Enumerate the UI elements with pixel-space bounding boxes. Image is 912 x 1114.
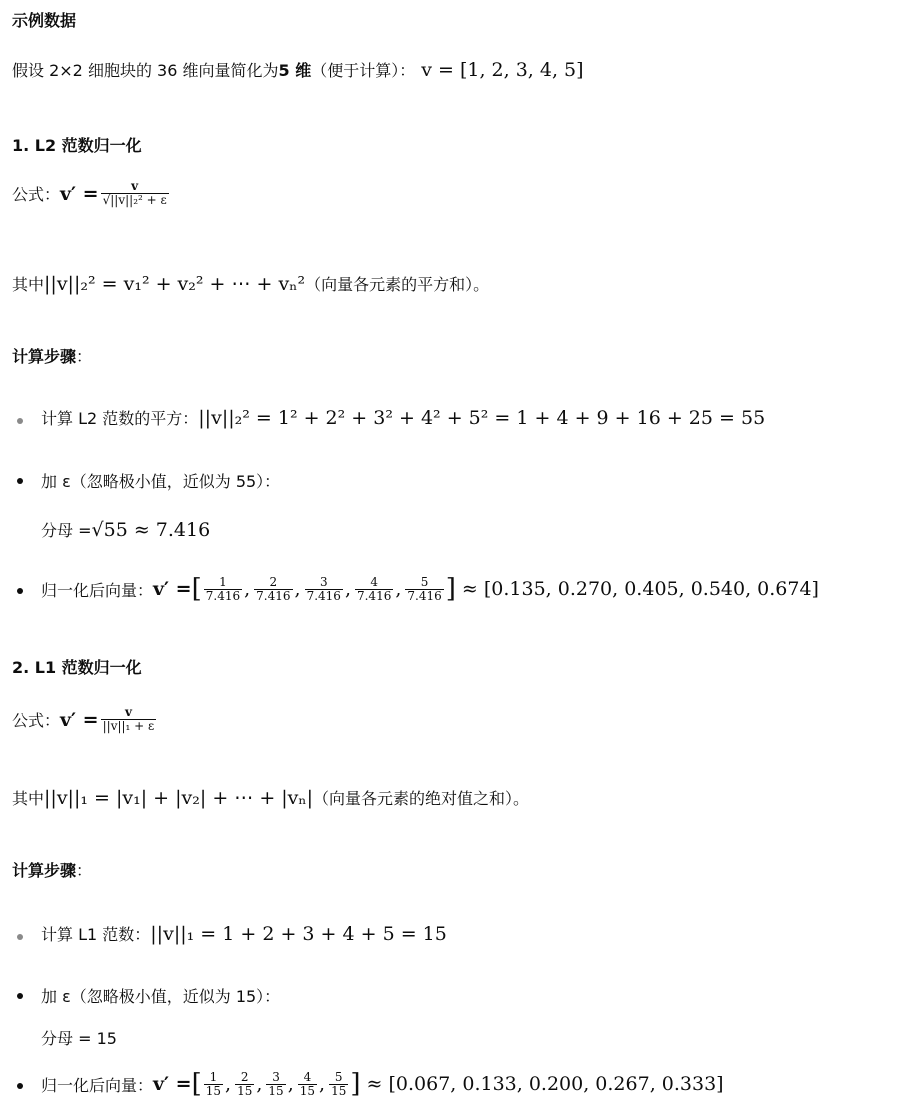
l1-where xyxy=(12,786,529,809)
l1-heading: 2. L1 范数归一化 xyxy=(12,658,142,677)
l1-step3-text: 归一化后向量： xyxy=(41,1075,154,1095)
l2-step3-fraction-num: 5 xyxy=(420,574,429,589)
l1-step2-text: 加 ε（忽略极小值，近似为 15）： xyxy=(41,987,281,1006)
l2-formula-num: v xyxy=(131,179,139,193)
l2-formula-label: 公式： xyxy=(12,185,61,204)
l2-formula-den: √||v||₂² + ε xyxy=(102,193,167,207)
l1-step3-bullet xyxy=(17,1083,23,1089)
l2-step3-fraction-num: 2 xyxy=(269,574,278,589)
l2-step3-text: 归一化后向量： xyxy=(41,580,154,600)
l2-step3-result: ≈ [0.135, 0.270, 0.405, 0.540, 0.674] xyxy=(461,578,819,600)
l1-step3-fraction-num: 2 xyxy=(240,1069,249,1084)
l1-step3-fraction-den: 15 xyxy=(299,1083,316,1098)
l1-step3-fraction-separator: , xyxy=(256,1073,263,1095)
l1-step2-bullet xyxy=(17,993,23,999)
l1-step3-fraction-separator: , xyxy=(319,1073,326,1095)
l2-step3-fraction-separator: , xyxy=(395,578,402,600)
l2-steps-label xyxy=(12,344,92,367)
l1-step3-fraction-separator: , xyxy=(287,1073,294,1095)
l1-step1-math: ||v||₁ = 1 + 2 + 3 + 4 + 5 = 15 xyxy=(150,922,447,945)
l2-where-math: ||v||₂² = v₁² + v₂² + ⋯ + vₙ² xyxy=(44,272,306,295)
l2-step3-fraction xyxy=(254,576,292,603)
l2-step2-bullet xyxy=(17,478,23,484)
section-title: 示例数据 xyxy=(12,11,77,30)
l1-step3-fraction-den: 15 xyxy=(268,1083,284,1098)
l2-step3-fraction-separator: , xyxy=(344,578,351,600)
l2-step1 xyxy=(41,406,765,429)
l2-step2-sub-math: √55 ≈ 7.416 xyxy=(91,518,211,541)
l1-steps-label xyxy=(12,858,92,881)
l1-formula-num: v xyxy=(124,705,132,719)
l2-step3-fraction-num: 1 xyxy=(219,574,227,589)
l1-step3-fraction-den: 15 xyxy=(237,1083,253,1098)
l2-step3-fraction-separator: , xyxy=(294,578,301,600)
l1-where-math: ||v||₁ = |v₁| + |v₂| + ⋯ + |vₙ| xyxy=(44,786,314,809)
l2-step3-fraction-den: 7.416 xyxy=(306,588,341,603)
l1-step1-text: 计算 L1 范数： xyxy=(41,925,151,944)
l1-step3-close-bracket: ] xyxy=(350,1069,361,1099)
l1-step3-fraction-num: 4 xyxy=(303,1069,312,1084)
l2-step3-fraction-den: 7.416 xyxy=(356,588,392,603)
l1-formula-label: 公式： xyxy=(12,711,61,730)
l1-step2-sub: 分母 = 15 xyxy=(41,1029,117,1048)
intro-bold: 5 维 xyxy=(278,61,312,80)
l1-where-prefix: 其中 xyxy=(12,789,45,808)
l2-step3-fraction xyxy=(355,576,393,603)
l2-step2-text: 加 ε（忽略极小值，近似为 55）： xyxy=(41,472,281,491)
l2-step3-fraction xyxy=(305,576,343,603)
l2-step3-close-bracket: ] xyxy=(445,574,456,604)
l2-step3 xyxy=(41,574,819,604)
l1-step3-fraction-num: 1 xyxy=(209,1069,218,1084)
l1-formula xyxy=(12,706,158,733)
l2-formula xyxy=(12,180,171,207)
l1-step3-result: ≈ [0.067, 0.133, 0.200, 0.267, 0.333] xyxy=(366,1073,724,1095)
l2-step3-fraction-den: 7.416 xyxy=(205,588,241,603)
l2-formula-fraction xyxy=(101,180,169,207)
l2-step3-fraction-den: 7.416 xyxy=(256,588,291,603)
l1-formula-fraction xyxy=(101,706,157,733)
l1-step3-fraction-den: 15 xyxy=(331,1083,347,1098)
l2-step3-fraction-num: 4 xyxy=(370,574,378,589)
l1-steps-colon: ： xyxy=(76,861,93,880)
l2-step2-sub-label: 分母 = xyxy=(41,521,92,540)
l2-step3-fraction-num: 3 xyxy=(319,574,328,589)
l1-step3-fraction-num: 3 xyxy=(272,1069,280,1084)
l1-steps-title: 计算步骤 xyxy=(12,861,77,880)
l2-where-suffix: （向量各元素的平方和）。 xyxy=(305,275,490,294)
l2-step1-bullet xyxy=(17,418,23,424)
l1-step1-bullet xyxy=(17,934,23,940)
l1-step3-fraction xyxy=(266,1071,285,1098)
l2-step1-text: 计算 L2 范数的平方： xyxy=(41,409,199,428)
l1-step3 xyxy=(41,1069,724,1099)
l2-steps-colon: ： xyxy=(76,347,93,366)
l2-step3-fractions xyxy=(202,576,446,603)
l2-step3-fraction-den: 7.416 xyxy=(407,588,442,603)
l1-step3-fraction xyxy=(298,1071,317,1098)
l2-formula-lhs: v′ = xyxy=(60,182,99,205)
l2-step3-fraction-separator: , xyxy=(244,578,251,600)
intro-vector: v = [1, 2, 3, 4, 5] xyxy=(421,58,584,81)
l2-step3-fraction xyxy=(405,576,443,603)
l2-where xyxy=(12,272,489,295)
l2-step3-fraction xyxy=(204,576,242,603)
l1-step1 xyxy=(41,922,447,945)
l1-step3-fraction xyxy=(329,1071,348,1098)
l1-step3-fractions xyxy=(202,1071,351,1098)
l2-step3-lhs: v′ = xyxy=(153,578,192,600)
l1-step3-fraction-num: 5 xyxy=(334,1069,343,1084)
intro-suffix: （便于计算）： xyxy=(311,61,416,80)
l2-step3-bullet xyxy=(17,588,23,594)
l1-where-suffix: （向量各元素的绝对值之和）。 xyxy=(313,789,530,808)
l2-steps-title: 计算步骤 xyxy=(12,347,77,366)
l1-formula-lhs: v′ = xyxy=(60,708,99,731)
l1-step3-fraction xyxy=(204,1071,223,1098)
l1-step3-open-bracket: [ xyxy=(191,1069,202,1099)
l1-formula-den: ||v||₁ + ε xyxy=(102,719,155,733)
l1-step3-fraction xyxy=(235,1071,254,1098)
l2-step3-open-bracket: [ xyxy=(191,574,202,604)
l1-step3-fraction-den: 15 xyxy=(205,1083,222,1098)
intro-prefix: 假设 2×2 细胞块的 36 维向量简化为 xyxy=(12,61,279,80)
l2-where-prefix: 其中 xyxy=(12,275,45,294)
intro-line xyxy=(12,58,584,81)
l2-step2-sub xyxy=(41,518,210,541)
l1-step3-fraction-separator: , xyxy=(225,1073,232,1095)
l2-step1-math: ||v||₂² = 1² + 2² + 3² + 4² + 5² = 1 + 4 + 9 + 16 + 25 = 55 xyxy=(198,406,766,429)
l2-heading: 1. L2 范数归一化 xyxy=(12,136,142,155)
l1-step3-lhs: v′ = xyxy=(153,1073,192,1095)
